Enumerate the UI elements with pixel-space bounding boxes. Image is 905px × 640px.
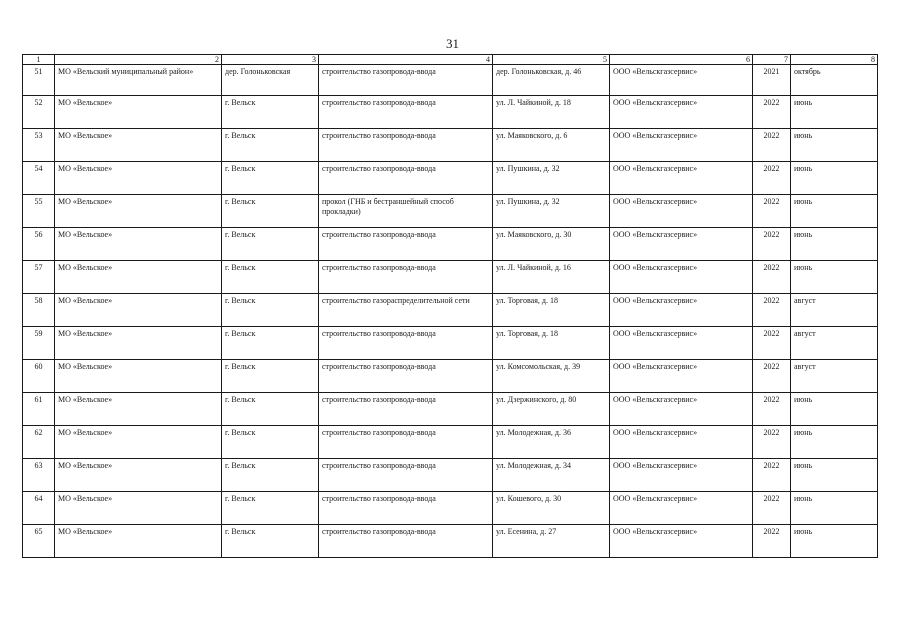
address-cell: ул. Л. Чайкиной, д. 18	[493, 96, 610, 129]
work-type-cell: строительство газопровода-ввода	[319, 360, 493, 393]
month-cell: август	[791, 360, 878, 393]
settlement-cell: г. Вельск	[222, 195, 319, 228]
contractor-cell: ООО «Вельскгазсервис»	[610, 294, 753, 327]
municipality-cell: МО «Вельский муниципальный район»	[55, 65, 222, 96]
contractor-cell: ООО «Вельскгазсервис»	[610, 129, 753, 162]
table-row	[23, 162, 878, 195]
year-cell: 2022	[753, 129, 791, 162]
settlement-cell: г. Вельск	[222, 96, 319, 129]
table-row	[23, 459, 878, 492]
work-type-cell: строительство газораспределительной сети	[319, 294, 493, 327]
table-row	[23, 393, 878, 426]
month-cell: июнь	[791, 96, 878, 129]
column-header: 8	[791, 55, 878, 65]
municipality-cell: МО «Вельское»	[55, 195, 222, 228]
contractor-cell: ООО «Вельскгазсервис»	[610, 393, 753, 426]
contractor-cell: ООО «Вельскгазсервис»	[610, 492, 753, 525]
settlement-cell: г. Вельск	[222, 327, 319, 360]
year-cell: 2022	[753, 96, 791, 129]
table-row	[23, 195, 878, 228]
municipality-cell: МО «Вельское»	[55, 327, 222, 360]
contractor-cell: ООО «Вельскгазсервис»	[610, 228, 753, 261]
contractor-cell: ООО «Вельскгазсервис»	[610, 360, 753, 393]
row-number-cell: 65	[23, 525, 55, 558]
month-cell: июнь	[791, 426, 878, 459]
settlement-cell: г. Вельск	[222, 360, 319, 393]
municipality-cell: МО «Вельское»	[55, 360, 222, 393]
work-type-cell: строительство газопровода-ввода	[319, 492, 493, 525]
year-cell: 2022	[753, 228, 791, 261]
row-number-cell: 55	[23, 195, 55, 228]
settlement-cell: г. Вельск	[222, 459, 319, 492]
month-cell: август	[791, 294, 878, 327]
address-cell: ул. Маяковского, д. 6	[493, 129, 610, 162]
municipality-cell: МО «Вельское»	[55, 426, 222, 459]
table-row	[23, 228, 878, 261]
municipality-cell: МО «Вельское»	[55, 459, 222, 492]
table-row	[23, 129, 878, 162]
table-row	[23, 65, 878, 96]
work-type-cell: строительство газопровода-ввода	[319, 393, 493, 426]
municipality-cell: МО «Вельское»	[55, 96, 222, 129]
table-row	[23, 96, 878, 129]
table-row	[23, 360, 878, 393]
year-cell: 2022	[753, 492, 791, 525]
contractor-cell: ООО «Вельскгазсервис»	[610, 525, 753, 558]
municipality-cell: МО «Вельское»	[55, 228, 222, 261]
work-type-cell: строительство газопровода-ввода	[319, 525, 493, 558]
column-header: 3	[222, 55, 319, 65]
work-type-cell: строительство газопровода-ввода	[319, 96, 493, 129]
work-type-cell: строительство газопровода-ввода	[319, 459, 493, 492]
municipality-cell: МО «Вельское»	[55, 261, 222, 294]
work-type-cell: строительство газопровода-ввода	[319, 327, 493, 360]
contractor-cell: ООО «Вельскгазсервис»	[610, 195, 753, 228]
work-type-cell: строительство газопровода-ввода	[319, 129, 493, 162]
address-cell: ул. Молодежная, д. 34	[493, 459, 610, 492]
month-cell: июнь	[791, 129, 878, 162]
row-number-cell: 62	[23, 426, 55, 459]
settlement-cell: г. Вельск	[222, 129, 319, 162]
table-row	[23, 492, 878, 525]
row-number-cell: 52	[23, 96, 55, 129]
column-header: 6	[610, 55, 753, 65]
year-cell: 2022	[753, 393, 791, 426]
address-cell: ул. Пушкина, д. 32	[493, 195, 610, 228]
column-header: 5	[493, 55, 610, 65]
contractor-cell: ООО «Вельскгазсервис»	[610, 327, 753, 360]
settlement-cell: г. Вельск	[222, 294, 319, 327]
table-row	[23, 294, 878, 327]
year-cell: 2022	[753, 294, 791, 327]
address-cell: ул. Пушкина, д. 32	[493, 162, 610, 195]
month-cell: июнь	[791, 162, 878, 195]
address-cell: ул. Л. Чайкиной, д. 16	[493, 261, 610, 294]
work-type-cell: прокол (ГНБ и бестраншейный способ прокладки)	[319, 195, 493, 228]
row-number-cell: 56	[23, 228, 55, 261]
month-cell: июнь	[791, 228, 878, 261]
column-header: 4	[319, 55, 493, 65]
year-cell: 2022	[753, 327, 791, 360]
contractor-cell: ООО «Вельскгазсервис»	[610, 459, 753, 492]
contractor-cell: ООО «Вельскгазсервис»	[610, 96, 753, 129]
year-cell: 2022	[753, 360, 791, 393]
work-type-cell: строительство газопровода-ввода	[319, 162, 493, 195]
month-cell: июнь	[791, 261, 878, 294]
year-cell: 2022	[753, 525, 791, 558]
settlement-cell: г. Вельск	[222, 525, 319, 558]
municipality-cell: МО «Вельское»	[55, 492, 222, 525]
month-cell: июнь	[791, 195, 878, 228]
year-cell: 2022	[753, 426, 791, 459]
contractor-cell: ООО «Вельскгазсервис»	[610, 261, 753, 294]
settlement-cell: дер. Голоньковская	[222, 65, 319, 96]
year-cell: 2022	[753, 459, 791, 492]
table-row	[23, 261, 878, 294]
month-cell: июнь	[791, 492, 878, 525]
month-cell: июнь	[791, 525, 878, 558]
address-cell: ул. Есенина, д. 27	[493, 525, 610, 558]
row-number-cell: 51	[23, 65, 55, 96]
address-cell: ул. Кошевого, д. 30	[493, 492, 610, 525]
row-number-cell: 57	[23, 261, 55, 294]
address-cell: ул. Молодежная, д. 36	[493, 426, 610, 459]
year-cell: 2022	[753, 195, 791, 228]
settlement-cell: г. Вельск	[222, 162, 319, 195]
column-header: 1	[23, 55, 55, 65]
row-number-cell: 58	[23, 294, 55, 327]
column-header: 7	[753, 55, 791, 65]
contractor-cell: ООО «Вельскгазсервис»	[610, 65, 753, 96]
column-header: 2	[55, 55, 222, 65]
row-number-cell: 60	[23, 360, 55, 393]
row-number-cell: 61	[23, 393, 55, 426]
municipality-cell: МО «Вельское»	[55, 294, 222, 327]
month-cell: октябрь	[791, 65, 878, 96]
municipality-cell: МО «Вельское»	[55, 162, 222, 195]
column-number-row	[23, 55, 878, 65]
settlement-cell: г. Вельск	[222, 426, 319, 459]
work-type-cell: строительство газопровода-ввода	[319, 65, 493, 96]
table-row	[23, 327, 878, 360]
month-cell: июнь	[791, 459, 878, 492]
settlement-cell: г. Вельск	[222, 228, 319, 261]
row-number-cell: 59	[23, 327, 55, 360]
table-row	[23, 525, 878, 558]
contractor-cell: ООО «Вельскгазсервис»	[610, 426, 753, 459]
contractor-cell: ООО «Вельскгазсервис»	[610, 162, 753, 195]
municipality-cell: МО «Вельское»	[55, 525, 222, 558]
month-cell: август	[791, 327, 878, 360]
settlement-cell: г. Вельск	[222, 393, 319, 426]
year-cell: 2022	[753, 162, 791, 195]
address-cell: ул. Маяковского, д. 30	[493, 228, 610, 261]
row-number-cell: 64	[23, 492, 55, 525]
address-cell: ул. Дзержинского, д. 80	[493, 393, 610, 426]
address-cell: ул. Торговая, д. 18	[493, 327, 610, 360]
gas-pipeline-registry-table	[22, 54, 878, 558]
work-type-cell: строительство газопровода-ввода	[319, 426, 493, 459]
settlement-cell: г. Вельск	[222, 492, 319, 525]
table-row	[23, 426, 878, 459]
work-type-cell: строительство газопровода-ввода	[319, 261, 493, 294]
municipality-cell: МО «Вельское»	[55, 129, 222, 162]
address-cell: дер. Голоньковская, д. 46	[493, 65, 610, 96]
municipality-cell: МО «Вельское»	[55, 393, 222, 426]
row-number-cell: 63	[23, 459, 55, 492]
page-number: 31	[446, 36, 459, 51]
year-cell: 2021	[753, 65, 791, 96]
row-number-cell: 54	[23, 162, 55, 195]
address-cell: ул. Торговая, д. 18	[493, 294, 610, 327]
month-cell: июнь	[791, 393, 878, 426]
work-type-cell: строительство газопровода-ввода	[319, 228, 493, 261]
address-cell: ул. Комсомольская, д. 39	[493, 360, 610, 393]
year-cell: 2022	[753, 261, 791, 294]
settlement-cell: г. Вельск	[222, 261, 319, 294]
row-number-cell: 53	[23, 129, 55, 162]
